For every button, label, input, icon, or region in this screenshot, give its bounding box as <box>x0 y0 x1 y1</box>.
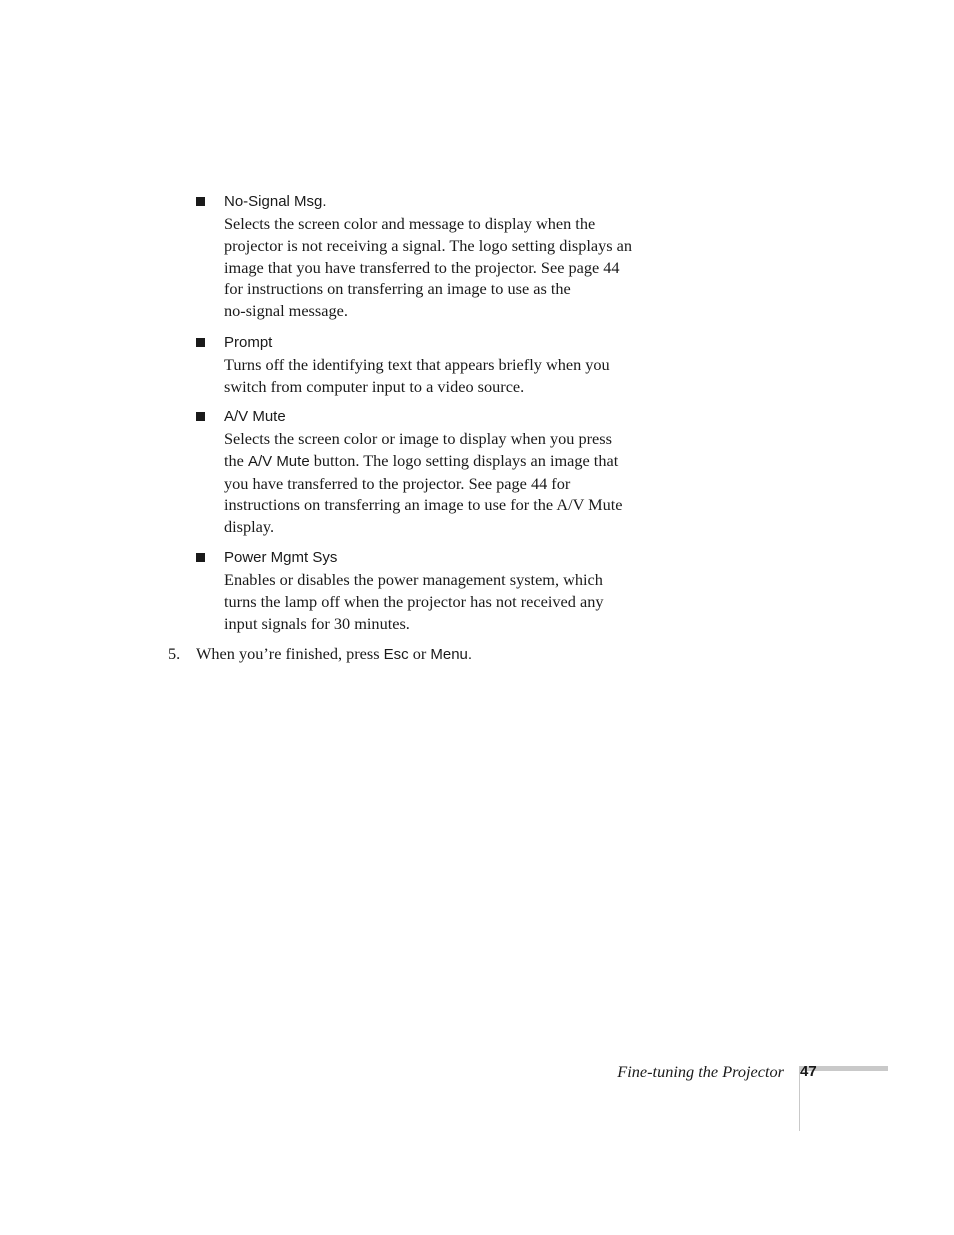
section-title: Fine-tuning the Projector <box>617 1062 784 1081</box>
square-bullet-icon <box>196 338 205 347</box>
text-line: Enables or disables the power management system, which <box>224 570 603 589</box>
text-span: the <box>224 450 248 470</box>
text-span: button. The logo setting displays an image that <box>309 450 619 470</box>
item-heading: Prompt <box>224 334 273 351</box>
text-line <box>224 450 636 473</box>
item-description <box>224 569 636 634</box>
square-bullet-icon <box>196 412 205 421</box>
text-line: Selects the screen color or image to display when you press <box>224 429 612 448</box>
item-heading: A/V Mute <box>224 408 286 425</box>
text-span: When you’re finished, press <box>196 644 384 663</box>
text-line: turns the lamp off when the projector has not received any <box>224 591 604 611</box>
square-bullet-icon <box>196 553 205 562</box>
text-span: or <box>408 644 431 663</box>
text-line: Selects the screen color and message to display when the <box>224 214 596 233</box>
item-description <box>224 428 636 538</box>
text-line: display. <box>224 517 275 537</box>
text-line: input signals for 30 minutes. <box>224 613 410 633</box>
text-line: image that you have transferred to the projector. See page 44 <box>224 257 620 277</box>
esc-key-name: Esc <box>383 646 409 663</box>
item-heading: No-Signal Msg. <box>224 193 327 210</box>
text-line: no-signal message. <box>224 301 348 321</box>
item-description <box>224 213 636 322</box>
step-number: 5. <box>168 644 181 663</box>
text-span: . <box>467 646 473 663</box>
text-line: instructions on transferring an image to use for the A/V Mute <box>224 495 623 515</box>
square-bullet-icon <box>196 197 205 206</box>
page-number: 47 <box>800 1063 817 1080</box>
button-name: A/V Mute <box>247 452 310 470</box>
item-description <box>224 354 636 398</box>
text-line: you have transferred to the projector. See page 44 for <box>224 473 571 493</box>
text-line: Turns off the identifying text that appears briefly when you <box>224 355 610 374</box>
text-line: for instructions on transferring an image to use as the <box>224 279 571 299</box>
item-heading: Power Mgmt Sys <box>224 549 338 566</box>
menu-key-name: Menu <box>430 646 468 663</box>
step-text <box>196 643 472 666</box>
text-line: projector is not receiving a signal. The logo setting displays an <box>224 235 633 255</box>
text-line: switch from computer input to a video source. <box>224 376 525 396</box>
